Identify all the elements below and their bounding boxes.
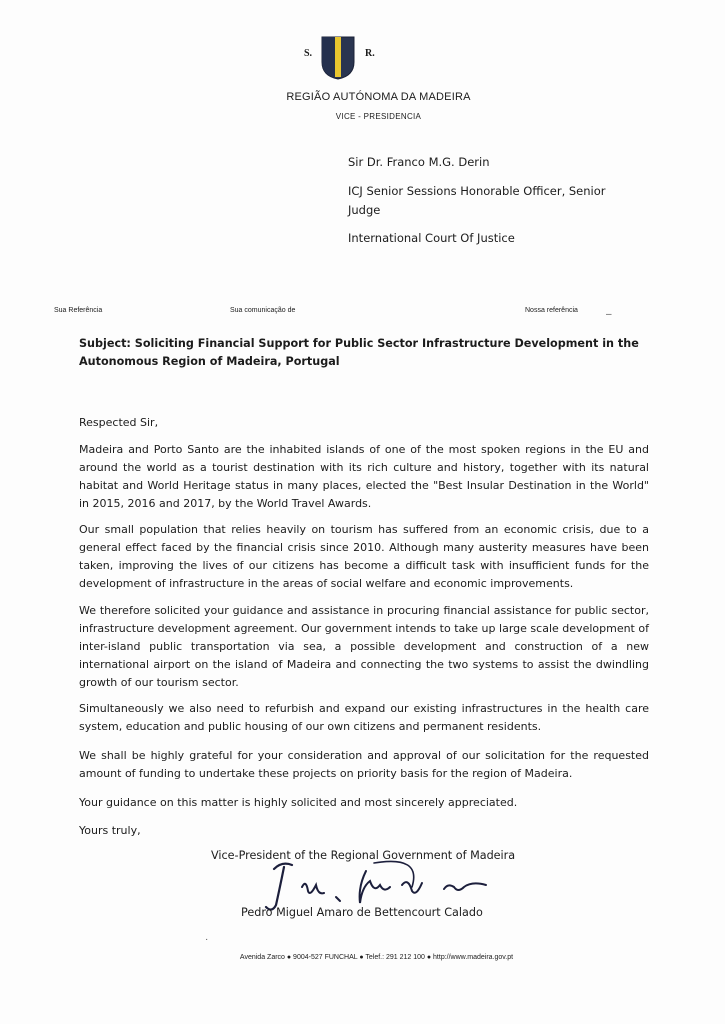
paragraph-4: Simultaneously we also need to refurbish and expand our existing infrastructures in the health care system, education and public housing of our own citizens and permanent residents.	[79, 702, 649, 733]
coat-of-arms-icon	[321, 36, 355, 80]
crest-right-letters: R.	[365, 48, 375, 59]
paragraph-1: Madeira and Porto Santo are the inhabited islands of one of the most spoken regions in the EU and around the world as a tourist destination with its rich culture and history, together with its natural habitat and World Heritage status in many places, elected the "Best Insular Destination in the World" in 2015, 2016 and 2017, by the World Travel Awards.	[79, 443, 649, 510]
ref-sua-referencia: Sua Referência	[54, 307, 103, 314]
letter-subject: Subject: Soliciting Financial Support for Public Sector Infrastructure Development in the Autonomous Region of Madeira, Portugal	[79, 337, 639, 368]
ref-sua-comunicacao: Sua comunicação de	[230, 307, 296, 314]
stray-dot: ·	[205, 934, 209, 945]
recipient-organization: International Court Of Justice	[348, 231, 515, 245]
office-subheading: VICE - PRESIDENCIA	[335, 112, 422, 121]
paragraph-5: We shall be highly grateful for your consideration and approval of our solicitation for the requested amount of funding to undertake these projects on priority basis for the region of Madeira.	[79, 749, 649, 780]
paragraph-3: We therefore solicited your guidance and assistance in procuring financial assistance for public sector, infrastructure development agreement. Our government intends to take up large scale development of inter-island public transportation via sea, a possible development and construction of a new international airport on the island of Madeira and connecting the two systems to assist the dwindling growth of our tourism sector.	[79, 604, 649, 689]
recipient-title-line1: ICJ Senior Sessions Honorable Officer, Senior	[348, 184, 606, 198]
salutation: Respected Sir,	[79, 416, 159, 429]
crest-left-letters: S.	[304, 48, 313, 59]
recipient-name: Sir Dr. Franco M.G. Derin	[348, 155, 490, 169]
closing: Yours truly,	[79, 824, 141, 837]
recipient-title-line2: Judge	[348, 203, 381, 217]
letterhead-footer: Avenida Zarco ● 9004-527 FUNCHAL ● Telef.: 291 212 100 ● http://www.madeira.gov.pt	[239, 954, 514, 961]
ref-nossa-referencia: Nossa referência	[525, 307, 578, 314]
stray-mark: –	[606, 309, 612, 320]
paragraph-6: Your guidance on this matter is highly solicited and most sincerely appreciated.	[79, 796, 518, 809]
signatory-name: Pedro Miguel Amaro de Bettencourt Calado	[241, 906, 483, 919]
region-heading: REGIÃO AUTÓNOMA DA MADEIRA	[286, 91, 471, 103]
paragraph-2: Our small population that relies heavily on tourism has suffered from an economic crisis, due to a general effect faced by the financial crisis since 2010. Although many austerity measures have been taken, improving the lives of our citizens has become a difficult task with insufficient funds for the development of infrastructure in the areas of social welfare and economic improvements.	[79, 523, 649, 590]
signatory-position: Vice-President of the Regional Government of Madeira	[211, 849, 516, 862]
